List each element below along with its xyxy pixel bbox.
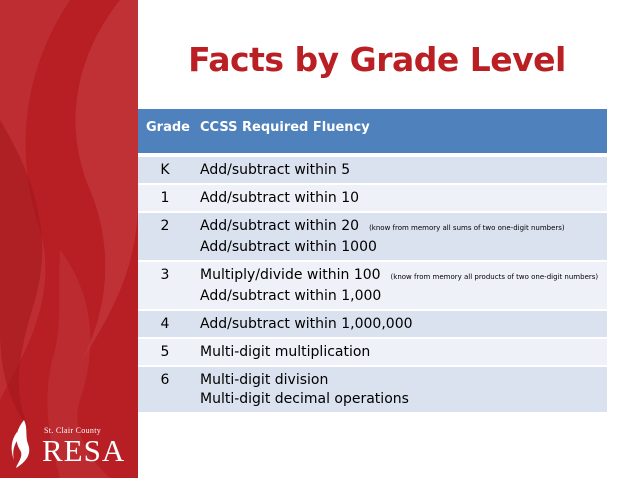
column-header-grade: Grade: [138, 109, 192, 155]
logo-county-text: St. Clair County: [44, 426, 102, 435]
sidebar-flame-banner: [0, 0, 138, 478]
fluency-cell: [192, 261, 607, 310]
table-row: [138, 184, 607, 212]
fluency-cell: [192, 310, 607, 338]
fluency-table: [138, 109, 607, 412]
fluency-cell: [192, 155, 607, 184]
fluency-cell: [192, 212, 607, 261]
table-row: [138, 212, 607, 261]
grade-cell: 5: [138, 338, 192, 366]
table-row: [138, 310, 607, 338]
grade-cell: 1: [138, 184, 192, 212]
flame-decoration: [0, 0, 138, 478]
logo-name-text: RESA: [42, 433, 126, 468]
fluency-note: (know from memory all sums of two one-digit numbers): [369, 224, 565, 232]
table-row: [138, 366, 607, 412]
page-title: Facts by Grade Level: [188, 40, 566, 79]
fluency-line: Add/subtract within 5: [200, 162, 351, 178]
table-row: [138, 338, 607, 366]
fluency-cell: [192, 338, 607, 366]
fluency-line: Multiply/divide within 100: [200, 267, 381, 283]
fluency-line: Add/subtract within 1,000: [200, 288, 382, 304]
fluency-line: Add/subtract within 20: [200, 218, 360, 234]
fluency-line: Multi-digit decimal operations: [200, 391, 409, 407]
fluency-line: Multi-digit multiplication: [200, 344, 371, 360]
fluency-cell: [192, 184, 607, 212]
fluency-line: Add/subtract within 1000: [200, 239, 377, 255]
fluency-line: Add/subtract within 1,000,000: [200, 316, 413, 332]
table-row: [138, 261, 607, 310]
flame-logo-icon: [8, 418, 38, 470]
grade-cell: K: [138, 155, 192, 184]
grade-cell: 2: [138, 212, 192, 261]
fluency-note: (know from memory all products of two one-digit numbers): [390, 273, 599, 281]
table-header-row: [138, 109, 607, 155]
grade-cell: 6: [138, 366, 192, 412]
fluency-line: Multi-digit division: [200, 372, 329, 388]
fluency-line: Add/subtract within 10: [200, 190, 360, 206]
grade-cell: 3: [138, 261, 192, 310]
resa-logo: [8, 418, 133, 476]
table-row: [138, 155, 607, 184]
fluency-cell: [192, 366, 607, 412]
grade-cell: 4: [138, 310, 192, 338]
column-header-fluency: CCSS Required Fluency: [192, 109, 607, 155]
